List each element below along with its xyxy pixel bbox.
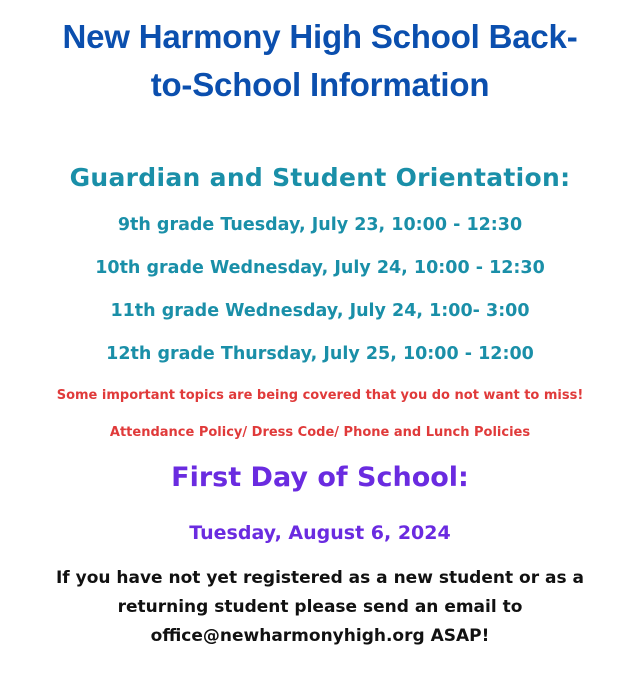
orientation-session-11th: 11th grade Wednesday, July 24, 1:00- 3:00	[110, 301, 530, 321]
registration-email-link[interactable]: office@newharmonyhigh.org	[150, 626, 425, 646]
registration-line-2: returning student please send an email to	[117, 597, 523, 617]
page-title-line-1: New Harmony High School Back-	[62, 18, 578, 55]
first-day-heading: First Day of School:	[171, 462, 469, 493]
orientation-session-12th: 12th grade Thursday, July 25, 10:00 - 12:00	[106, 344, 534, 364]
registration-line-3	[0, 626, 640, 646]
orientation-topics: Attendance Policy/ Dress Code/ Phone and Lunch Policies	[109, 425, 531, 440]
orientation-session-10th: 10th grade Wednesday, July 24, 10:00 - 12:30	[95, 258, 545, 278]
orientation-heading: Guardian and Student Orientation:	[69, 163, 571, 192]
page-title-line-2: to-School Information	[150, 66, 490, 103]
registration-line-1: If you have not yet registered as a new student or as a	[55, 568, 584, 588]
orientation-session-9th: 9th grade Tuesday, July 23, 10:00 - 12:30	[117, 215, 523, 235]
orientation-notice: Some important topics are being covered that you do not want to miss!	[56, 388, 584, 403]
first-day-date: Tuesday, August 6, 2024	[189, 522, 451, 544]
registration-suffix: ASAP!	[424, 626, 490, 646]
